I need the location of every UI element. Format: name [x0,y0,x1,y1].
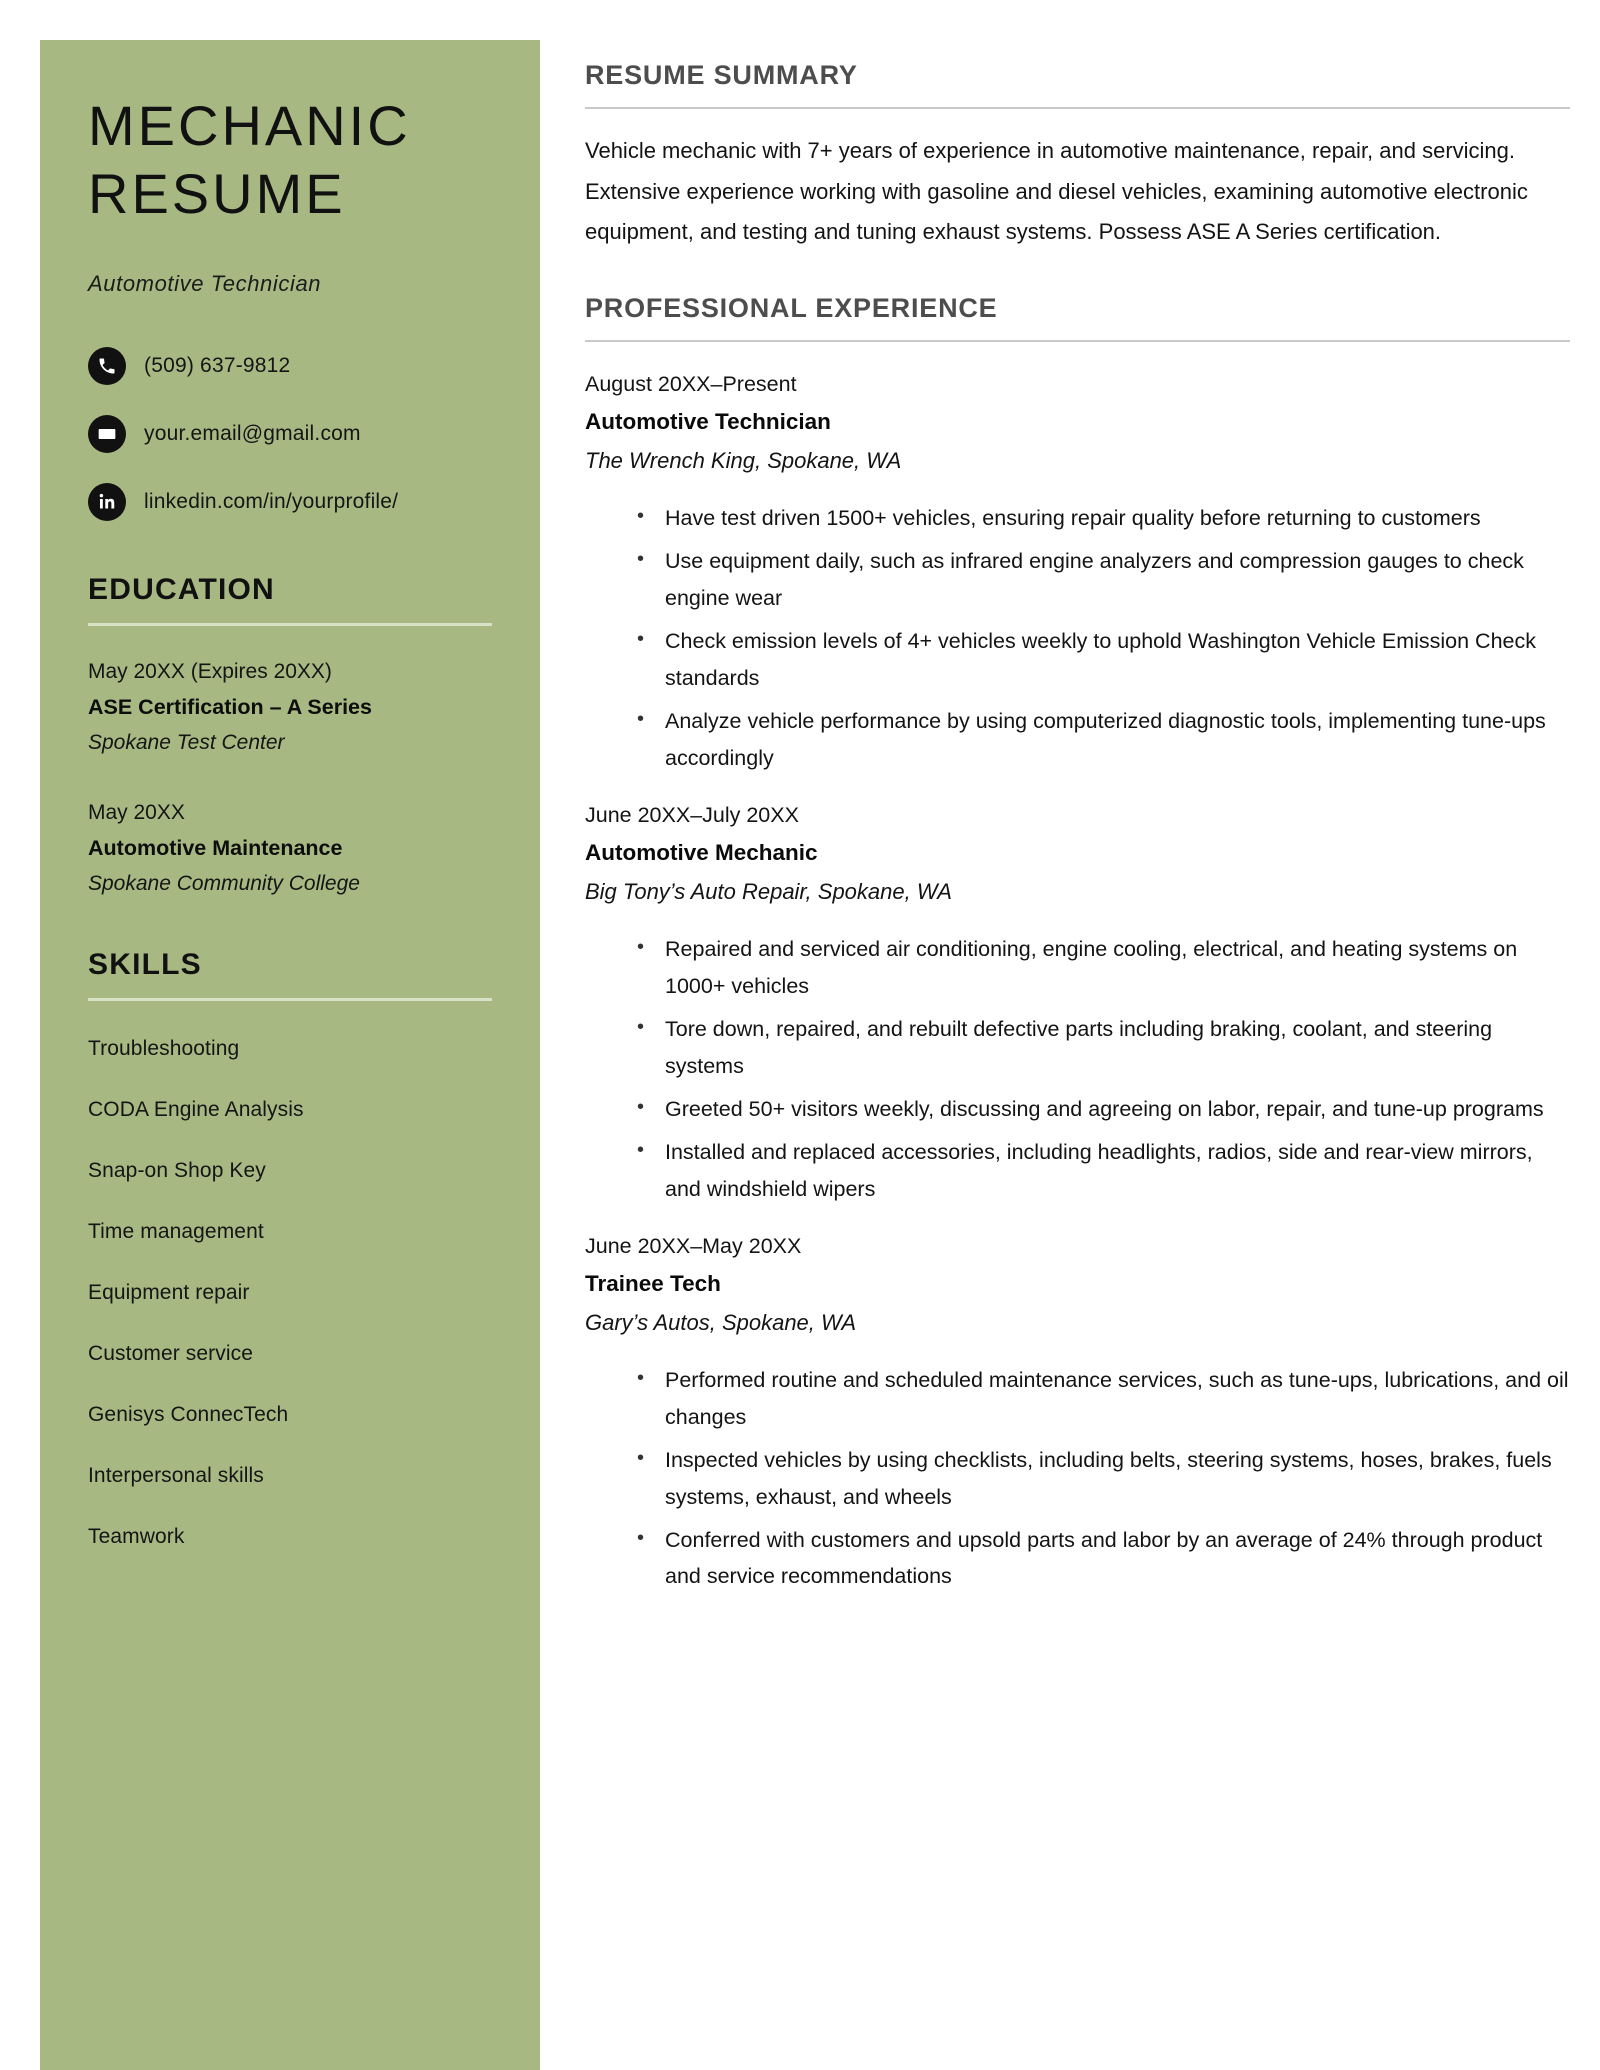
job-bullets [585,500,1570,777]
list-item: • Use equipment daily, such as infrared engine analyzers and compression gauges to check engine wear [637,543,1570,617]
list-item: • Repaired and serviced air conditioning, engine cooling, electrical, and heating systems on 1000+ vehicles [637,931,1570,1005]
main-content [540,40,1600,2070]
education-date: May 20XX (Expires 20XX) [88,659,332,683]
job-bullets [585,931,1570,1208]
job-title: Automotive Mechanic [585,839,818,865]
list-item: Equipment repair [88,1280,250,1304]
list-item: • Tore down, repaired, and rebuilt defective parts including braking, coolant, and steering systems [637,1011,1570,1085]
phone-text: (509) 637-9812 [144,353,291,377]
contact-email[interactable] [88,415,492,453]
skills-heading: SKILLS [88,947,202,981]
job-entry [585,372,1570,777]
contact-list [88,347,492,521]
list-item: • Performed routine and scheduled maintenance services, such as tune-ups, lubrications, and oil changes [637,1362,1570,1436]
email-text: your.email@gmail.com [144,421,361,445]
education-entry [88,660,492,755]
job-date: June 20XX–July 20XX [585,802,799,827]
list-item: • Greeted 50+ visitors weekly, discussing and agreeing on labor, repair, and tune-up programs [637,1091,1570,1128]
email-icon [88,415,126,453]
education-school: Spokane Community College [88,871,360,895]
job-company: The Wrench King, Spokane, WA [585,448,902,474]
job-subtitle: Automotive Technician [88,270,322,296]
job-company: Big Tony’s Auto Repair, Spokane, WA [585,878,952,904]
list-item: Interpersonal skills [88,1463,264,1487]
list-item: • Check emission levels of 4+ vehicles weekly to uphold Washington Vehicle Emission Check standards [637,623,1570,697]
list-item: Time management [88,1219,264,1243]
list-item: • Have test driven 1500+ vehicles, ensuring repair quality before returning to customers [637,500,1570,537]
job-bullets [585,1362,1570,1596]
education-degree: ASE Certification – A Series [88,694,372,719]
job-title: Trainee Tech [585,1270,721,1296]
education-heading: EDUCATION [88,572,275,606]
list-item: Genisys ConnecTech [88,1402,289,1426]
education-divider [88,623,492,626]
linkedin-text: linkedin.com/in/yourprofile/ [144,489,399,513]
skills-list [88,1037,492,1549]
linkedin-icon [88,483,126,521]
education-degree: Automotive Maintenance [88,835,343,860]
skills-divider [88,998,492,1001]
contact-linkedin[interactable] [88,483,492,521]
contact-phone[interactable] [88,347,492,385]
list-item: Customer service [88,1341,253,1365]
job-company: Gary’s Autos, Spokane, WA [585,1309,857,1335]
experience-heading: PROFESSIONAL EXPERIENCE [585,293,998,324]
experience-section [585,293,1570,342]
page-title: MECHANIC RESUME [88,94,411,226]
job-entry [585,803,1570,1208]
list-item: • Installed and replaced accessories, including headlights, radios, side and rear-view mirrors, and windshield wipers [637,1134,1570,1208]
sidebar [40,40,540,2070]
list-item: Teamwork [88,1524,185,1548]
education-school: Spokane Test Center [88,730,285,754]
list-item: CODA Engine Analysis [88,1097,304,1121]
list-item: • Conferred with customers and upsold parts and labor by an average of 24% through product and service recommendations [637,1522,1570,1596]
list-item: • Analyze vehicle performance by using computerized diagnostic tools, implementing tune-ups accordingly [637,703,1570,777]
education-entry [88,801,492,896]
list-item: Troubleshooting [88,1036,240,1060]
summary-text: Vehicle mechanic with 7+ years of experience in automotive maintenance, repair, and servicing. Extensive experience working with gasoline and diesel vehicles, examining automotive electronic equipment, and testing and tuning exhaust systems. Possess ASE A Series certification. [585,138,1528,245]
list-item: • Inspected vehicles by using checklists, including belts, steering systems, hoses, brakes, fuels systems, exhaust, and wheels [637,1442,1570,1516]
job-date: June 20XX–May 20XX [585,1233,802,1258]
job-date: August 20XX–Present [585,372,797,397]
phone-icon [88,347,126,385]
list-item: Snap-on Shop Key [88,1158,266,1182]
experience-divider [585,340,1570,342]
job-title: Automotive Technician [585,409,831,435]
summary-divider [585,107,1570,109]
summary-heading: RESUME SUMMARY [585,60,858,90]
job-entry [585,1234,1570,1596]
education-date: May 20XX [88,800,185,824]
